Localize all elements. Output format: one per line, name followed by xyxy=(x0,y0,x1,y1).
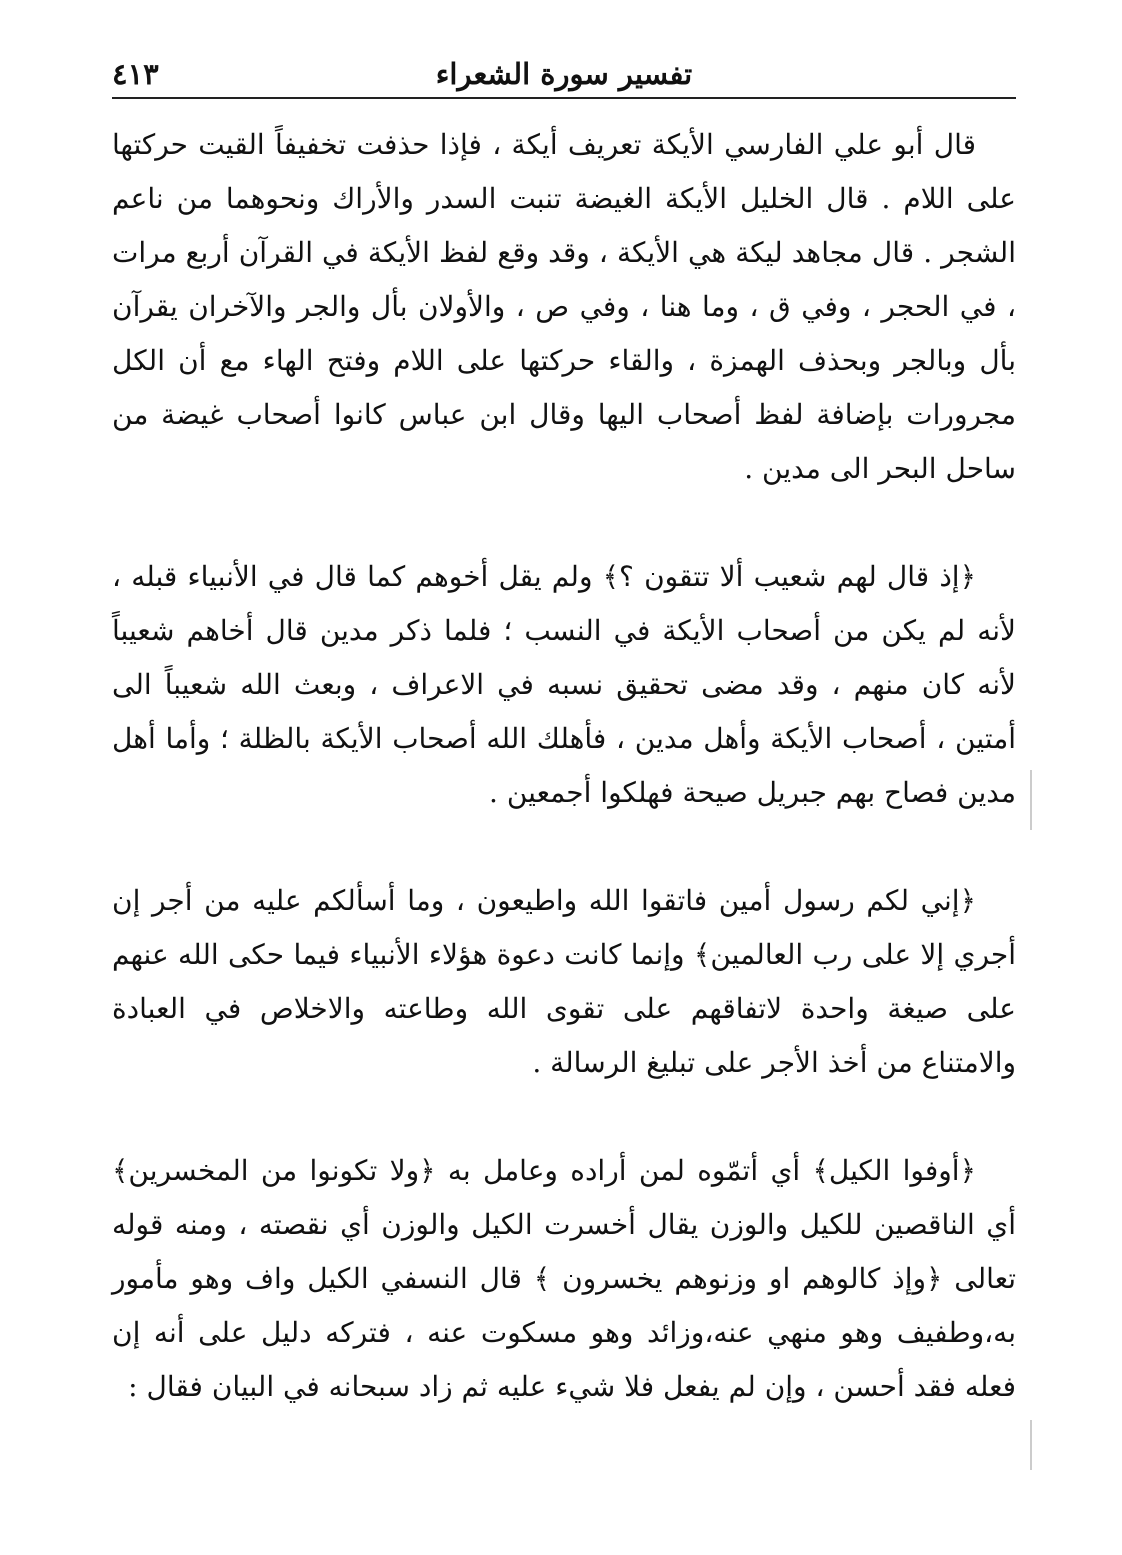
page-body xyxy=(112,118,1016,1414)
paragraph-2: ﴿إذ قال لهم شعيب ألا تتقون ؟﴾ ولم يقل أخوهم كما قال في الأنبياء قبله ، لأنه لم يكن من أصحاب الأيكة في النسب ؛ فلما ذكر مدين قال أخاهم شعيباً لأنه كان منهم ، وقد مضى تحقيق نسبه في الاعراف ، وبعث الله شعيباً الى أمتين ، أصحاب الأيكة وأهل مدين ، فأهلك الله أصحاب الأيكة بالظلة ؛ وأما أهل مدين فصاح بهم جبريل صيحة فهلكوا أجمعين . xyxy=(112,560,1016,809)
running-title: تفسير سورة الشعراء xyxy=(435,57,693,91)
paragraph-1: قال أبو علي الفارسي الأيكة تعريف أيكة ، فإذا حذفت تخفيفاً القيت حركتها على اللام . قال الخليل الأيكة الغيضة تنبت السدر والأراك ونحوهما من ناعم الشجر . قال مجاهد ليكة هي الأيكة ، وقد وقع لفظ الأيكة في القرآن أربع مرات ، في الحجر ، وفي ق ، وما هنا ، وفي ص ، والأولان بأل والجر والآخران يقرآن بأل وبالجر وبحذف الهمزة ، والقاء حركتها على اللام وفتح الهاء مع أن الكل مجرورات بإضافة لفظ أصحاب اليها وقال ابن عباس كانوا أصحاب غيضة من ساحل البحر الى مدين . xyxy=(112,128,1016,485)
page-number: ٤١٣ xyxy=(112,57,159,91)
scan-margin-mark xyxy=(1030,1420,1032,1470)
paragraph-4: ﴿أوفوا الكيل﴾ أي أتمّوه لمن أراده وعامل به ﴿ولا تكونوا من المخسرين﴾ أي الناقصين للكيل والوزن يقال أخسرت الكيل والوزن أي نقصته ، ومنه قوله تعالى ﴿وإذ كالوهم او وزنوهم يخسرون ﴾ قال النسفي الكيل واف وهو مأمور به،وطفيف وهو منهي عنه،وزائد وهو مسكوت عنه ، فتركه دليل على أنه إن فعله فقد أحسن ، وإن لم يفعل فلا شيء عليه ثم زاد سبحانه في البيان فقال : xyxy=(112,1154,1016,1403)
header-divider xyxy=(112,97,1016,99)
paragraph-3: ﴿إني لكم رسول أمين فاتقوا الله واطيعون ، وما أسألكم عليه من أجر إن أجري إلا على رب العالمين﴾ وإنما كانت دعوة هؤلاء الأنبياء فيما حكى الله عنهم على صيغة واحدة لاتفاقهم على تقوى الله وطاعته والاخلاص في العبادة والامتناع من أخذ الأجر على تبليغ الرسالة . xyxy=(112,884,1016,1079)
page-header xyxy=(112,52,1016,98)
scan-margin-mark xyxy=(1030,770,1032,830)
